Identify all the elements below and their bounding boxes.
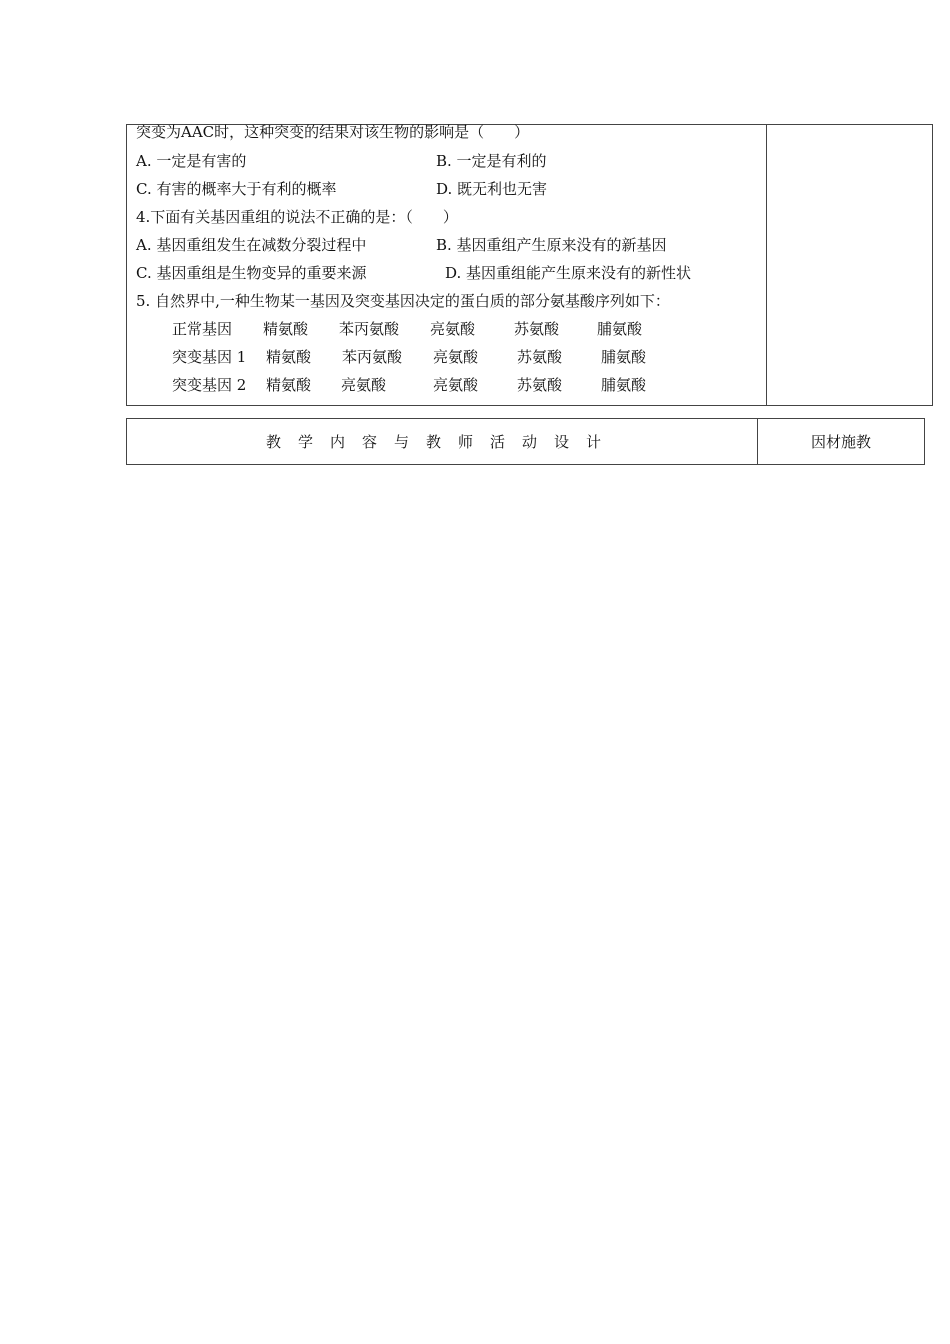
gene-label: 正常基因 xyxy=(172,320,233,338)
q4-option-a: A. 基因重组发生在减数分裂过程中 xyxy=(136,236,367,254)
q3-options-row-2 xyxy=(136,175,766,203)
lesson-design-table xyxy=(126,418,925,465)
q3-option-b: B. 一定是有利的 xyxy=(436,152,547,170)
amino-acid: 脯氨酸 xyxy=(601,376,647,394)
amino-acid-row-mutant-2 xyxy=(136,371,766,399)
gene-label: 突变基因 1 xyxy=(172,348,247,366)
amino-acid: 精氨酸 xyxy=(263,320,309,338)
amino-acid: 脯氨酸 xyxy=(597,320,643,338)
lesson-design-heading-cell xyxy=(127,419,758,465)
amino-acid-row-mutant-1 xyxy=(136,343,766,371)
notes-cell xyxy=(767,125,933,406)
question-4-stem: 4.下面有关基因重组的说法不正确的是：（ ） xyxy=(136,208,458,226)
amino-acid-row-normal xyxy=(136,315,766,343)
amino-acid: 苯丙氨酸 xyxy=(342,348,403,366)
amino-acid: 苏氨酸 xyxy=(517,348,563,366)
amino-acid: 脯氨酸 xyxy=(601,348,647,366)
q3-option-d: D. 既无利也无害 xyxy=(436,180,548,198)
amino-acid: 亮氨酸 xyxy=(430,320,476,338)
question-table xyxy=(126,124,933,406)
q4-option-c: C. 基因重组是生物变异的重要来源 xyxy=(136,264,367,282)
q3-option-c: C. 有害的概率大于有利的概率 xyxy=(136,180,337,198)
differentiated-teaching-heading: 因材施教 xyxy=(758,419,925,465)
q3-option-a: A. 一定是有害的 xyxy=(136,152,247,170)
question-3-intro: 突变为AAC时，这种突变的结果对该生物的影响是（ ） xyxy=(136,123,530,141)
amino-acid: 精氨酸 xyxy=(266,376,312,394)
amino-acid: 苯丙氨酸 xyxy=(339,320,400,338)
q4-options-row-1 xyxy=(136,231,766,259)
amino-acid: 亮氨酸 xyxy=(433,348,479,366)
amino-acid: 亮氨酸 xyxy=(433,376,479,394)
question-cell xyxy=(127,125,767,406)
amino-acid: 精氨酸 xyxy=(266,348,312,366)
amino-acid: 苏氨酸 xyxy=(517,376,563,394)
lesson-design-heading: 教学内容与教师活动设计 xyxy=(265,433,618,451)
q4-option-d: D. 基因重组能产生原来没有的新性状 xyxy=(445,264,692,282)
q3-options-row-1 xyxy=(136,147,766,175)
q4-options-row-2 xyxy=(136,259,766,287)
question-5-stem: 5. 自然界中,一种生物某一基因及突变基因决定的蛋白质的部分氨基酸序列如下： xyxy=(136,292,670,310)
amino-acid: 苏氨酸 xyxy=(514,320,560,338)
gene-label: 突变基因 2 xyxy=(172,376,247,394)
amino-acid: 亮氨酸 xyxy=(341,376,387,394)
q4-option-b: B. 基因重组产生原来没有的新基因 xyxy=(436,236,667,254)
